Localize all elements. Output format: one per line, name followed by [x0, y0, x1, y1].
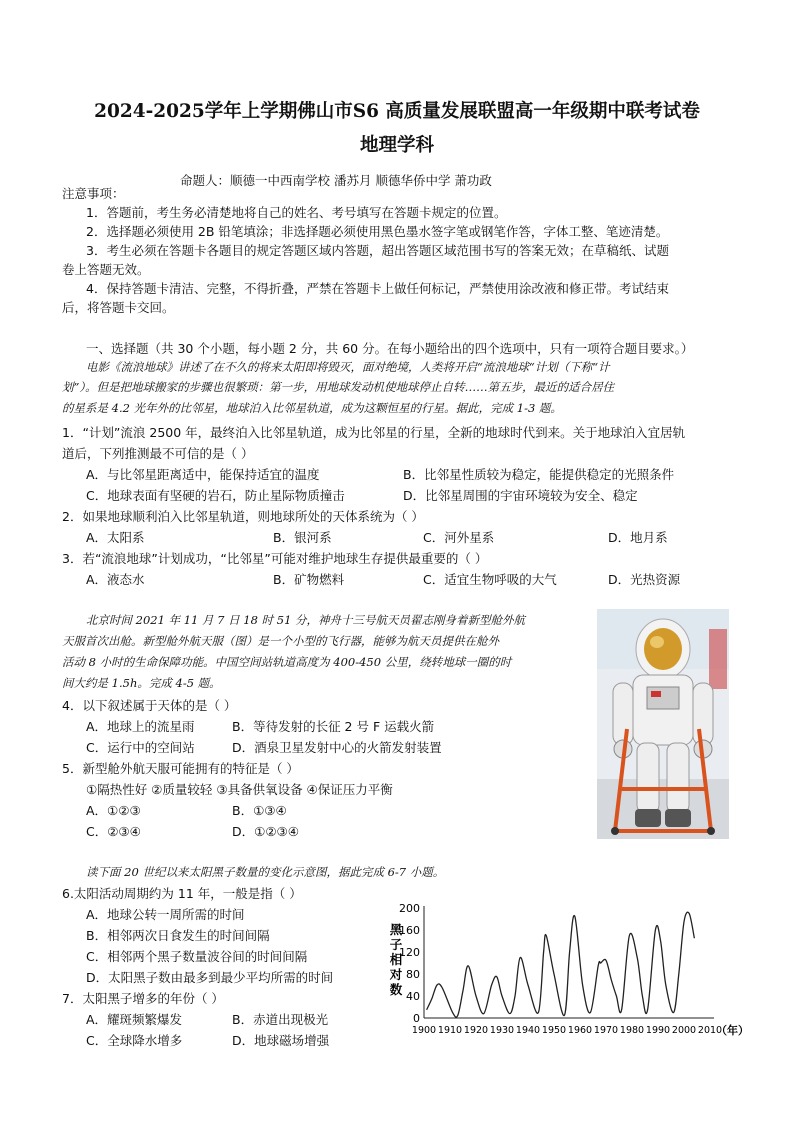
question-5-stem: 5．新型舱外航天服可能拥有的特征是（ ）: [62, 761, 299, 776]
y-label-char: 相: [389, 952, 403, 967]
option: B．①③④: [232, 803, 287, 818]
x-tick-label: 1910: [437, 1025, 463, 1036]
y-label-char: 黑: [389, 922, 403, 937]
option: B．赤道出现极光: [232, 1012, 329, 1027]
note-line: 1．答题前，考生务必清楚地将自己的姓名、考号填写在答题卡规定的位置。: [86, 205, 507, 220]
option: D．酒泉卫星发射中心的火箭发射装置: [232, 740, 442, 755]
passage-line: 电影《流浪地球》讲述了在不久的将来太阳即将毁灭，面对绝境，人类将开启“流浪地球“计划（下称“计: [86, 360, 610, 374]
note-line: 2．选择题必须使用 2B 铅笔填涂；非选择题必须使用黑色墨水签字笔或钢笔作答，字体工整、笔迹清楚。: [86, 224, 669, 239]
option: D．地球磁场增强: [232, 1033, 330, 1048]
option: C．地球表面有坚硬的岩石，防止星际物质撞击: [86, 488, 345, 503]
notes-heading: 注意事项：: [62, 186, 125, 201]
x-tick-label: 1920: [463, 1025, 489, 1036]
x-tick-label: 1990: [645, 1025, 671, 1036]
question-4-stem: 4．以下叙述属于天体的是（ ）: [62, 698, 237, 713]
option: A．液态水: [86, 572, 145, 587]
option: C．相邻两个黑子数量波谷间的时间间隔: [86, 949, 308, 964]
option: C．适宜生物呼吸的大气: [423, 572, 557, 587]
note-line: 后，将答题卡交回。: [62, 300, 175, 315]
question-3-stem: 3．若“流浪地球”计划成功，“比邻星”可能对维护地球生存提供最重要的（ ）: [62, 551, 488, 566]
option: A．与比邻星距离适中，能保持适宜的温度: [86, 467, 320, 482]
question-1-stem: 1．“计划”流浪 2500 年，最终泊入比邻星轨道，成为比邻星的行星，全新的地球时代到来。关于地球泊入宜居轨: [62, 425, 686, 440]
subject-title: 地理学科: [359, 135, 434, 156]
option: D．地月系: [608, 530, 668, 545]
option: A．太阳系: [86, 530, 145, 545]
feature-list: ①隔热性好 ②质量较轻 ③具备供氧设备 ④保证压力平衡: [86, 782, 393, 797]
y-tick-label: 40: [406, 990, 420, 1003]
option: D．比邻星周围的宇宙环境较为安全、稳定: [403, 488, 638, 503]
y-label-char: 数: [389, 982, 403, 997]
note-line: 3．考生必须在答题卡各题目的规定答题区域内答题，超出答题区域范围书写的答案无效；在草稿纸、试题: [86, 243, 669, 258]
page-title: 2024-2025学年上学期佛山市S6 高质量发展联盟高一年级期中联考试卷: [94, 101, 700, 122]
option: B．比邻星性质较为稳定，能提供稳定的光照条件: [403, 467, 675, 482]
y-tick-label: 120: [399, 946, 420, 959]
option: A．地球公转一周所需的时间: [86, 907, 245, 922]
passage-line: 北京时间 2021 年 11 月 7 日 18 时 51 分，神舟十三号航天员翟志刚身着新型舱外航: [86, 613, 526, 627]
option: A．地球上的流星雨: [86, 719, 195, 734]
passage-line: 划”）。但是把地球搬家的步骤也很繁琐：第一步，用地球发动机使地球停止自转……第五步，最近的适合居住: [62, 380, 615, 394]
x-tick-label: 1950: [541, 1025, 567, 1036]
y-label-char: 子: [389, 937, 403, 952]
passage-line: 的星系是 4.2 光年外的比邻星，地球泊入比邻星轨道，成为这颗恒星的行星。据此，完成 1-3 题。: [62, 401, 562, 415]
option: B．相邻两次日食发生的时间间隔: [86, 928, 270, 943]
y-tick-label: 160: [399, 924, 420, 937]
y-tick-label: 0: [413, 1012, 420, 1025]
option: D．光热资源: [608, 572, 681, 587]
section-heading: 一、选择题（共 30 个小题，每小题 2 分，共 60 分。在每小题给出的四个选项中，只有一项符合题目要求。）: [86, 341, 694, 356]
question-7-stem: 7．太阳黑子增多的年份（ ）: [62, 991, 224, 1006]
question-2-stem: 2．如果地球顺利泊入比邻星轨道，则地球所处的天体系统为（ ）: [62, 509, 424, 524]
option: C．全球降水增多: [86, 1033, 183, 1048]
option: C．②③④: [86, 824, 141, 839]
note-line: 卷上答题无效。: [62, 262, 150, 277]
option: C．河外星系: [423, 530, 495, 545]
sunspot-series-line: [427, 912, 695, 1017]
option: A．①②③: [86, 803, 141, 818]
option: B．等待发射的长征 2 号 F 运载火箭: [232, 719, 435, 734]
note-line: 4．保持答题卡清洁、完整，不得折叠，严禁在答题卡上做任何标记，严禁使用涂改液和修正带。考试结束: [86, 281, 669, 296]
x-tick-label: 1970: [593, 1025, 619, 1036]
x-tick-label: 1900: [411, 1025, 437, 1036]
y-label-char: 对: [389, 967, 403, 982]
x-tick-label: 1960: [567, 1025, 593, 1036]
authors: 命题人：顺德一中西南学校 潘苏月 顺德华侨中学 萧功政: [180, 173, 492, 188]
x-tick-label: 1980: [619, 1025, 645, 1036]
question-1-stem: 道后，下列推测最不可信的是（ ）: [62, 446, 254, 461]
x-tick-label: 2000: [671, 1025, 697, 1036]
option: D．太阳黑子数由最多到最少平均所需的时间: [86, 970, 334, 985]
y-tick-label: 200: [399, 902, 420, 915]
question-6-stem: 6.太阳活动周期约为 11 年，一般是指（ ）: [62, 886, 302, 901]
section-intro: 读下面 20 世纪以来太阳黑子数量的变化示意图，据此完成 6-7 小题。: [86, 865, 445, 879]
option: A．耀斑频繁爆发: [86, 1012, 183, 1027]
spacesuit-photo: [597, 609, 729, 839]
option: D．①②③④: [232, 824, 299, 839]
passage-line: 天服首次出舱。新型舱外航天服（图）是一个小型的飞行器，能够为航天员提供在舱外: [62, 634, 499, 648]
passage-line: 活动 8 小时的生命保障功能。中国空间站轨道高度为 400-450 公里，绕转地球一圈的时: [62, 655, 512, 669]
option: C．运行中的空间站: [86, 740, 195, 755]
y-tick-label: 80: [406, 968, 420, 981]
sunspot-chart: [380, 898, 752, 1048]
option: B．矿物燃料: [273, 572, 345, 587]
x-axis-label: （年）: [716, 1024, 749, 1037]
x-tick-label: 1940: [515, 1025, 541, 1036]
x-tick-label: 2010: [697, 1025, 723, 1036]
option: B．银河系: [273, 530, 332, 545]
passage-line: 间大约是 1.5h。完成 4-5 题。: [62, 676, 221, 690]
x-tick-label: 1930: [489, 1025, 515, 1036]
